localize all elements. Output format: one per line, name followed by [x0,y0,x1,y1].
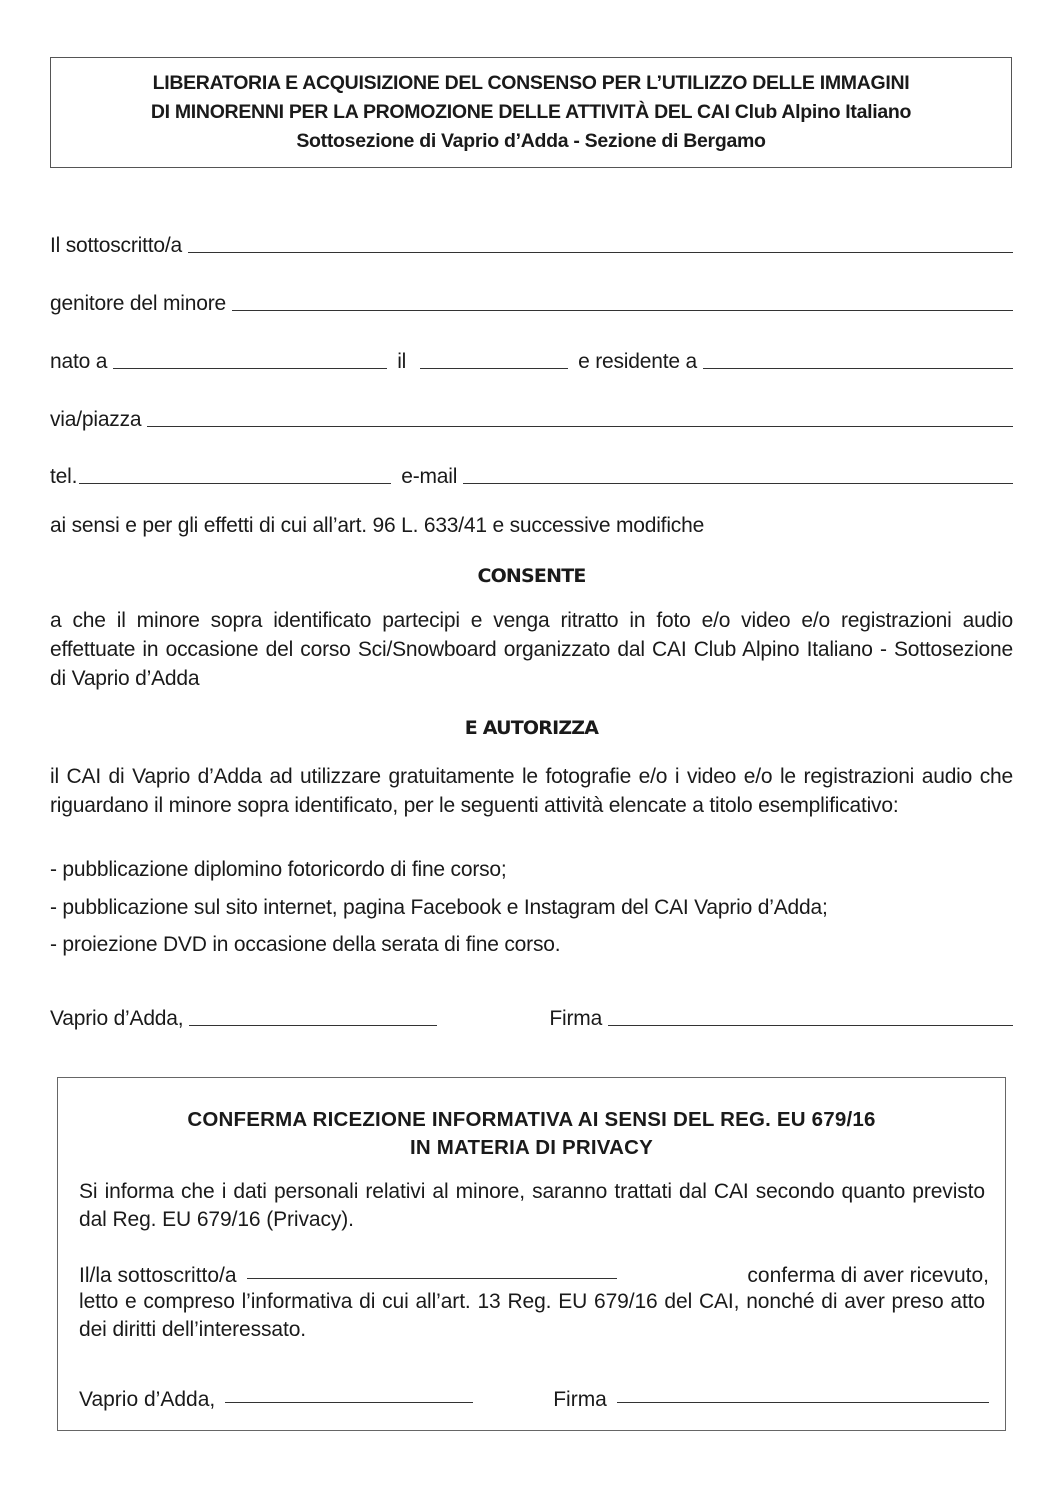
parent-row [50,288,1013,316]
privacy-date-field[interactable] [225,1402,473,1403]
street-row [50,404,1013,432]
phone-label: tel. [50,465,78,488]
street-field[interactable] [147,426,1013,427]
parent-label: genitore del minore [50,292,226,315]
birthplace-field[interactable] [113,368,387,369]
consent-heading: CONSENTE [477,565,586,587]
privacy-undersigned-field[interactable] [247,1278,617,1279]
privacy-signature-row [79,1384,989,1412]
privacy-place-label: Vaprio d’Adda, [79,1388,216,1411]
date-field[interactable] [189,1025,437,1026]
consent-text: a che il minore sopra identificato partecipi e venga ritratto in foto e/o video e/o registrazioni audio effettuate in occasione del corso Sci/Snowboard organizzato dal CAI Club Alpino Italiano - Sottosezione di Vaprio d’Adda [50,609,1013,690]
born-label: nato a [50,350,108,373]
document-title-box [50,57,1012,168]
privacy-undersigned-row [79,1260,989,1288]
title-line-3: Sottosezione di Vaprio d’Adda - Sezione di Bergamo [296,130,766,152]
privacy-title-line-1: CONFERMA RICEZIONE INFORMATIVA AI SENSI DEL REG. EU 679/16 [187,1108,876,1131]
privacy-confirm-text: conferma di aver ricevuto, [747,1264,989,1287]
undersigned-row [50,230,1013,258]
undersigned-label: Il sottoscritto/a [50,234,182,257]
privacy-signature-field[interactable] [617,1402,989,1403]
undersigned-field[interactable] [188,252,1013,253]
authorize-heading: E AUTORIZZA [464,717,599,739]
privacy-confirm-text-cont: letto e compreso l’informativa di cui all’art. 13 Reg. EU 679/16 del CAI, nonché di aver preso atto dei diritti dell’interessato. [79,1290,985,1341]
title-line-1: LIBERATORIA E ACQUISIZIONE DEL CONSENSO PER L’UTILIZZO DELLE IMMAGINI [152,72,910,94]
privacy-signature-label: Firma [553,1388,607,1411]
privacy-confirmation-box [57,1077,1006,1431]
privacy-title-line-2: IN MATERIA DI PRIVACY [410,1136,653,1159]
authorize-text: il CAI di Vaprio d’Adda ad utilizzare gratuitamente le fotografie e/o i video e/o le registrazioni audio che riguardano il minore sopra identificato, per le seguenti attività elencate a titolo esemplificativo: [50,765,1013,817]
signature-field[interactable] [608,1025,1013,1026]
authorized-use-item: - pubblicazione diplomino fotoricordo di fine corso; [50,858,507,881]
birthdate-field[interactable] [420,368,568,369]
privacy-undersigned-label: Il/la sottoscritto/a [79,1264,237,1287]
signature-label: Firma [549,1007,603,1030]
authorized-use-item: - pubblicazione sul sito internet, pagina Facebook e Instagram del CAI Vaprio d’Adda; [50,896,828,919]
privacy-title [58,1106,1005,1162]
privacy-info-text: Si informa che i dati personali relativi al minore, saranno trattati dal CAI secondo quanto previsto dal Reg. EU 679/16 (Privacy). [79,1180,985,1231]
email-label: e-mail [401,465,458,488]
residence-field[interactable] [703,368,1013,369]
place-label: Vaprio d’Adda, [50,1007,184,1030]
minor-name-field[interactable] [232,310,1013,311]
title-line-2: DI MINORENNI PER LA PROMOZIONE DELLE ATTIVITÀ DEL CAI Club Alpino Italiano [150,101,912,123]
street-label: via/piazza [50,408,142,431]
contact-row [50,461,1013,489]
resident-label: e residente a [578,350,697,373]
authorized-use-item: - proiezione DVD in occasione della serata di fine corso. [50,933,561,956]
signature-row [50,1003,1013,1031]
email-field[interactable] [463,483,1013,484]
date-label: il [397,350,407,373]
birth-residence-row [50,346,1013,374]
phone-field[interactable] [79,483,391,484]
legal-reference: ai sensi e per gli effetti di cui all’art. 96 L. 633/41 e successive modifiche [50,514,705,537]
